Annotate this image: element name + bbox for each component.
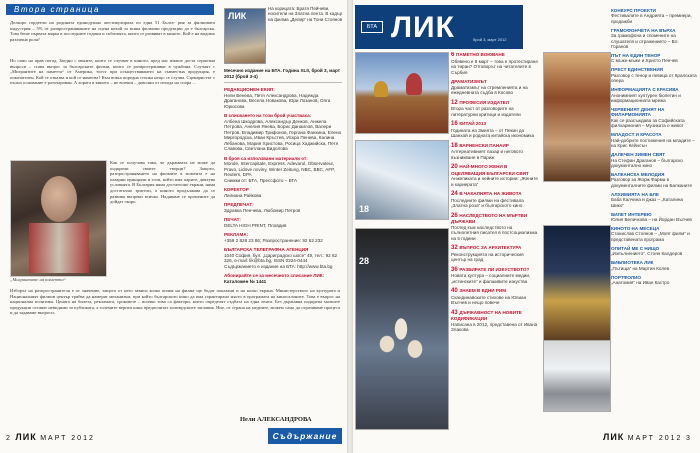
toc-entry bbox=[611, 275, 697, 286]
masthead-value: 1040 София, бул. „Цариградско шосе“ 49, тел.: 92 62 326, e-mail: lik@bta.bg, ISSN 0324-0444 bbox=[224, 252, 338, 263]
toc-page-number: 18 bbox=[451, 142, 460, 149]
toc-description: Най-добрите постижения на младите – на Крис Кейнсън bbox=[611, 137, 695, 149]
photo-page-number: 28 bbox=[359, 256, 370, 266]
toc-description: „Изпълнението“, Стоян Калдеров bbox=[611, 251, 683, 257]
toc-page-number: 40 bbox=[451, 288, 460, 294]
photo-concert bbox=[543, 225, 611, 342]
article-column-1: Но само на прав погад. Заедно с мъките, които се случват в киното, пред нас имаше доста сериозни въпроси – става въпрос за българските филми, които се разпространяват в чужбина. Случаят с „Мигрантите на паметта“ от Америка, тоест при осъществяването на съвместна продукция, е показателен. Кой се отказва и кой се намесва? Към всяка поредна стъпка нещо се случва. Сценаристът с пълно основание е разочарован. А хората в киното – не всички – доволни от изхода на спора ... bbox=[10, 58, 215, 86]
masthead-value: Лилиана Райкова bbox=[224, 192, 262, 198]
toc-entry bbox=[451, 267, 539, 285]
issue-line: Месечно издание на БТА. Година XLII, брой 3, март 2012 (брой 3-4) bbox=[224, 68, 341, 79]
toc-title: ЗНАЕМ В ЕДНИ РИМ bbox=[459, 288, 507, 293]
toc-description: На Стефан Драганов – българско документално кино bbox=[611, 157, 683, 168]
toc-description: Написана в 2012, представена от Ивана Злакова bbox=[451, 321, 538, 332]
masthead-value: DELTA HIGH PRINT, Пловдив bbox=[224, 222, 287, 228]
masthead-label: ПЕЧАТ: bbox=[224, 217, 241, 222]
masthead-value: Monde, Intercapitale, Express, Adevarul, Observateur, Pravo, Lidove noviny, Winter Zeitung, NBC, BBC, AFP, Reuters, DPA bbox=[224, 161, 335, 177]
masthead-label: БЪЛГАРСКА ТЕЛЕГРАФНА АГЕНЦИЯ bbox=[224, 247, 309, 252]
page-footer-right bbox=[603, 432, 692, 442]
toc-entry bbox=[451, 100, 539, 118]
toc-title: ДРАМАТИЗМЪТ bbox=[451, 79, 487, 84]
toc-page-number: 20 bbox=[451, 164, 460, 170]
toc-description: Юлия Величкова – на Йордан Вълчев bbox=[611, 216, 692, 222]
article-column-3: Изборът на разпространителя е от значение, защото от него зависи колко копия на филма ще бъдат показани и на колко екрана. Министерството на културата и Националният филмов център трябва да намерят механизъм, при който българското кино да има гарантирано място в програмата на киносалоните. Това е въпрос на национална политика. Цената на билета, рекламата, сроковете – всичко това са фактори, които определят съдбата на една лента. Без държавна подкрепа малките продукции остават невидими за публиката, а големите вериги кина предпочитат холивудските заглавия. Ние, от страна на медиите, можем само да отразяваме процеса и да задаваме въпроси. bbox=[10, 288, 340, 316]
toc-entry bbox=[451, 121, 539, 139]
toc-page-number: 26 bbox=[451, 212, 460, 219]
toc-entry bbox=[611, 107, 697, 129]
toc-description: Баба Калчина и джаз – „Каталина Шико“ bbox=[611, 197, 683, 208]
bta-logo: БТА bbox=[361, 21, 383, 33]
masthead-value: Съдържанието е издание на БТА: http://www.bta.bg bbox=[224, 263, 333, 269]
toc-title: БАЛКАНСКА МЕЛОДИЯ bbox=[611, 171, 665, 177]
toc-description: Поглед към наследството на пълнолетния писател в постсоциализма на 5 години bbox=[451, 224, 538, 241]
toc-page-number: 36 bbox=[451, 266, 460, 273]
toc-title: НАСЛЕДСТВОТО НА МЪРТВИ ДЪРЖАВИ bbox=[451, 212, 528, 224]
toc-description: Анжеликата и нейните истории: „Жените и кариерата“ bbox=[451, 176, 538, 187]
toc-entry bbox=[611, 212, 697, 223]
contents-label: Съдържание bbox=[268, 428, 342, 444]
toc-entry bbox=[611, 172, 697, 188]
toc-title: МЛАДОСТ И КРАСОТА bbox=[611, 132, 662, 138]
masthead bbox=[224, 68, 342, 284]
toc-description: Реконструкцията на историческия център на град bbox=[451, 251, 524, 262]
toc-description: Разговор за Жорж Фарма в документалните филми на Балканите bbox=[611, 177, 693, 188]
toc-page-number: 6 bbox=[451, 52, 457, 58]
toc-title: КИТАЙ 2013 bbox=[459, 121, 487, 126]
photo-portrait bbox=[543, 52, 611, 182]
toc-entry bbox=[451, 79, 539, 96]
toc-description: Станислав Стоянов – „Моят филм“ и представената програма bbox=[611, 231, 690, 242]
toc-description: Драматизмът на стремленията и на ежедневната съдба в Косово bbox=[451, 84, 528, 95]
masthead-label: ПРЕДПЕЧАТ: bbox=[224, 202, 254, 207]
toc-description: Обявено е 8 март – това е протестиране на тиран? Отговорът на читателите в Сърбия bbox=[451, 58, 538, 75]
author-signature: Нели АЛЕКСАНДРОВА bbox=[240, 416, 312, 423]
toc-entry bbox=[611, 192, 697, 208]
toc-title: КОНКУРС ПРОЕКТИ bbox=[611, 8, 656, 13]
masthead-label: РЕКЛАМА: bbox=[224, 232, 249, 237]
toc-title: БИЛЕТ ИНТЕРВЮ bbox=[611, 211, 652, 217]
footer-date: МАРТ 2012 bbox=[40, 435, 95, 442]
toc-title: АЛХИМИЯТА НА БЛЕ bbox=[611, 191, 659, 197]
toc-entry bbox=[451, 191, 539, 209]
toc-description: Новата култура – социалните медии, „истинските“ и фалшивите изкуства bbox=[451, 273, 531, 284]
toc-page-number: 12 bbox=[451, 99, 460, 106]
cover-thumbnail bbox=[224, 8, 266, 64]
photo-ballet bbox=[355, 228, 449, 430]
magazine-logo: ЛИК bbox=[391, 11, 455, 44]
toc-entry bbox=[451, 143, 539, 161]
masthead-value: Здравка Пенчева, Любомир Петров bbox=[224, 207, 301, 213]
masthead-value: Нели Венева, Петя Александрова, Надежда Драганова, Весела Новакова, Юри Лозанов, Олга Юрюсова bbox=[224, 92, 331, 109]
toc-title: ПАМЕТНО ВОЮВАНЕ bbox=[456, 52, 505, 57]
masthead-value: Албена Шкодрова, Александър Денков, Анжела Петрова, Анелия Янева, Борис Данаилов, Валери Петров, Владимир Трифонов, Гергана Фанкина, Елена Миргородска, Иван Кръстев, Искра Пенева, Калина Лебанова, Мария Христова, Росица Хаджийска, Петя Славова, Светлана Видолова bbox=[224, 118, 342, 151]
left-page bbox=[0, 0, 347, 453]
intro-paragraph: Делкоро гордеели на родината единодушно жестикулираха по една 51 Бълга- рия за филмовата индустрия – 5% от разпространяваните на сцена нехай за всяка филмови продукции да е българска. Това беше първата мярка в последните години и събитията, които се развиват в киното. Кой е на видимо различна роля? bbox=[10, 20, 215, 42]
toc-entry bbox=[611, 246, 697, 257]
toc-entry bbox=[611, 28, 697, 50]
article-column-2: Как се получава така, че държавата не може да подкрепи своите творци? Защото, разпространяването на филмите в момента е на пазарни принципи и този, който има парите, диктува условията. В България няма достатъчно екрани, няма достатъчно зрители, а киното продължава да се развива въпреки всичко. Надяваме се промените да дойдат скоро. bbox=[110, 160, 215, 205]
toc-entry bbox=[611, 260, 697, 271]
toc-description: За грамофона и спомените на слушателя и отражението – Вл. Горанов bbox=[611, 33, 679, 50]
cover-logo: ЛИК bbox=[228, 11, 247, 21]
toc-title: ИНФОРМАЦИЯТА С КРАСИВА bbox=[611, 87, 679, 93]
toc-description: Втора част от разговорите на литературни критици и издатели bbox=[451, 106, 521, 117]
toc-title: ЧЕРВЕНИЯТ ДЕНЯТ НА ФИЛАРМОНИЯТА bbox=[611, 107, 665, 118]
article-photo bbox=[10, 160, 107, 277]
toc-entry bbox=[611, 152, 697, 168]
toc-description: Как се разсъждава за Софийската филхармония – Музиката е живот bbox=[611, 117, 685, 129]
masthead-label: КОРЕКТОР bbox=[224, 187, 249, 192]
toc-description: Фестивалите в Андрията – премиери, продажби bbox=[611, 13, 692, 24]
toc-description: „Анатомия“ на Иван Кастро bbox=[611, 279, 670, 285]
toc-entry bbox=[611, 132, 697, 148]
toc-title: ОПИТАЙ МЕ С НИЩО bbox=[611, 245, 660, 251]
toc-title: В ЧАКАЛНЯТА НА ЖИВОТА bbox=[459, 191, 522, 196]
toc-entry bbox=[451, 164, 539, 187]
toc-description: Анонимният културен бюлетин и информационната мрежа bbox=[611, 92, 681, 104]
masthead-label: РЕДАКЦИОНЕН ЕКИП: bbox=[224, 87, 275, 92]
toc-title: КИНОТО НА МЕСЕЦА bbox=[611, 225, 660, 231]
photo-caption: „Мигрантите на паметта“ bbox=[10, 277, 67, 282]
toc-title: ГРАМОФОНЧЕТА НА ВЪРХА bbox=[611, 27, 676, 33]
toc-entry bbox=[611, 87, 697, 103]
masthead-value: Каталожен № 1441 bbox=[224, 278, 267, 284]
toc-title: ВАРНЕНСКИ ПАНАИР bbox=[459, 142, 509, 148]
issue-tag: брой 3, март 2012 bbox=[473, 37, 507, 42]
toc-entry bbox=[611, 67, 697, 83]
footer-logo: ЛИК bbox=[603, 432, 625, 442]
photo-kremlin bbox=[355, 52, 449, 134]
cover-caption: На корицата: Братя Пейчеви, носители на Златна лента. В кадър на филма „Делир“ на Тони Стоянов bbox=[268, 6, 343, 22]
toc-entry bbox=[451, 288, 539, 306]
toc-page-number: 24 bbox=[451, 191, 460, 197]
masthead-label: В броя са използвани материали от: bbox=[224, 155, 308, 161]
toc-page-number: 43 bbox=[451, 309, 460, 316]
toc-title: НАЙ-МНОГО ЖЕНИ В ОЦЕЛЯВАЩИЯ БЪЛГАРСКИ СВЯТ bbox=[451, 164, 529, 176]
masthead-value: Снимки от: БТА, Прессфото – БТА bbox=[224, 177, 298, 183]
masthead-label: В списването на този брой участваха: bbox=[224, 113, 312, 118]
toc-entry bbox=[451, 310, 539, 333]
toc-column-2 bbox=[611, 8, 697, 418]
toc-page-number: 32 bbox=[451, 245, 460, 251]
toc-entry bbox=[451, 245, 539, 263]
toc-description: Скандинавските стихове на Юлиан Вълчев и нещо повече bbox=[451, 294, 527, 305]
toc-title: ДЪРЖАВНОСТ НА НОВИТЕ КОДИФИКАЦИИ bbox=[451, 309, 522, 321]
toc-entry bbox=[611, 8, 697, 24]
masthead-value: +359 2 926 23 86; Разпространение: 92 62 232 bbox=[224, 237, 323, 243]
toc-description: Годината на Змията – от Пекин до Шанхай и родната китайска икономика bbox=[451, 127, 535, 138]
page-number: 2 bbox=[6, 435, 12, 442]
section-header: Втора страница bbox=[6, 4, 214, 15]
toc-column-1 bbox=[451, 52, 539, 428]
toc-page-number: 16 bbox=[451, 121, 460, 127]
masthead-label: Абонирайте се за месечното списание ЛИК: bbox=[224, 273, 325, 278]
right-page bbox=[353, 0, 700, 453]
magazine-logo-bar bbox=[355, 5, 523, 49]
toc-title: ВЪПРОС ЗА АРХИТЕКТУРА bbox=[459, 245, 522, 250]
footer-logo: ЛИК bbox=[15, 432, 37, 442]
toc-title: ПЪТ НА ЕДИН ТЕНОР bbox=[611, 53, 661, 59]
toc-entry bbox=[451, 52, 539, 75]
toc-description: Алтернативният пазар и неговото възникване в Париж bbox=[451, 149, 523, 160]
page-number: 3 bbox=[685, 435, 692, 442]
toc-entry bbox=[611, 226, 697, 242]
toc-title: РАЗБИРАТЕ ЛИ ИЗКУСТВОТО? bbox=[459, 266, 530, 272]
toc-description: Разговор с тенор и певица от Кралската опера bbox=[611, 72, 697, 84]
toc-title: ПРОФЕСИЯ ИЗДАТЕЛ bbox=[459, 99, 510, 105]
page-footer-left bbox=[6, 432, 95, 442]
toc-entry bbox=[451, 213, 539, 242]
footer-date: МАРТ 2012 bbox=[627, 435, 683, 442]
toc-title: ПОРТФОЛИО bbox=[611, 274, 641, 280]
toc-title: БИБЛИОТЕКА ЛИК bbox=[611, 260, 654, 266]
toc-description: Последните филми на фестивала „Златна роза“ и българското кино bbox=[451, 197, 524, 208]
photo-landscape bbox=[355, 140, 449, 220]
photo-page-number: 18 bbox=[359, 204, 370, 214]
toc-title: ДАЛЕЧЕН ЗИМЕН СВЯТ bbox=[611, 152, 666, 158]
photo-winter bbox=[543, 340, 611, 412]
toc-title: ПРЕСТ ЕДИНСТВЕНИЯ bbox=[611, 67, 663, 73]
toc-entry bbox=[611, 53, 697, 64]
toc-description: С мъже-мъже и Христо Пенчев bbox=[611, 58, 678, 64]
toc-description: „Пътища“ на Мартин Колев bbox=[611, 265, 670, 271]
